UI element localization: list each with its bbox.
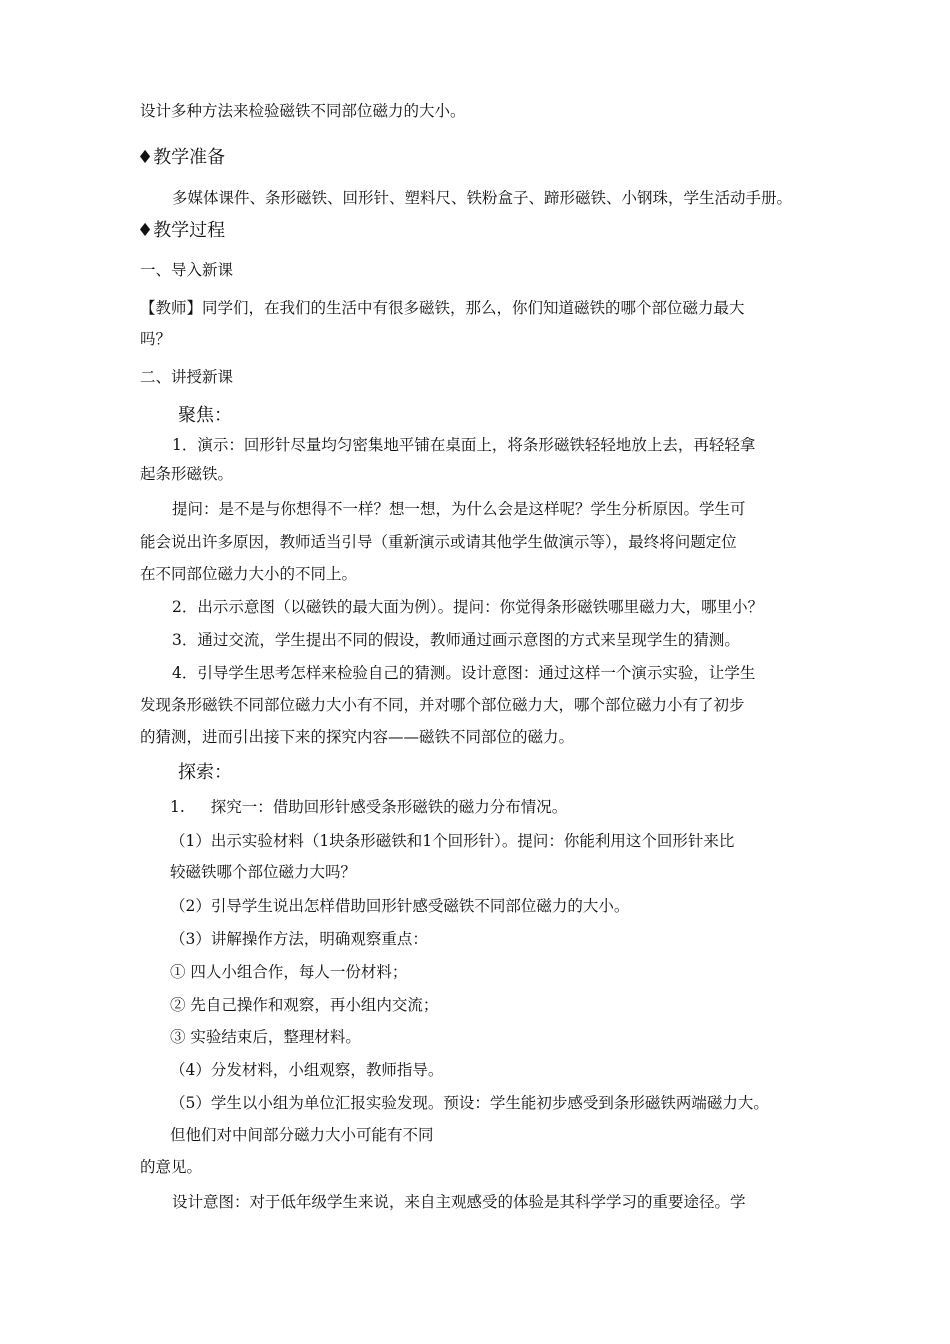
step-5a: （5）学生以小组为单位汇报实验发现。预设：学生能初步感受到条形磁铁两端磁力大。 xyxy=(170,1094,769,1112)
step-5b: 但他们对中间部分磁力大小可能有不同 xyxy=(170,1126,434,1144)
explore-label: 探索： xyxy=(178,762,232,783)
focus-4a: 4．引导学生思考怎样来检验自己的猜测。设计意图：通过这样一个演示实验，让学生 xyxy=(172,664,756,682)
step-1a: （1）出示实验材料（1块条形磁铁和1个回形针）。提问：你能利用这个回形针来比 xyxy=(170,832,735,850)
focus-1a: 1．演示：回形针尽量均匀密集地平铺在桌面上，将条形磁铁轻轻地放上去，再轻轻拿 xyxy=(172,436,756,454)
explore-1-number: 1. xyxy=(170,798,185,816)
focus-3: 3．通过交流，学生提出不同的假设，教师通过画示意图的方式来呈现学生的猜测。 xyxy=(172,631,740,649)
question-b: 能会说出许多原因，教师适当引导（重新演示或请其他学生做演示等），最终将问题定位 xyxy=(140,533,737,551)
step-3: （3）讲解操作方法，明确观察重点： xyxy=(170,930,428,948)
focus-4c: 的猜测，进而引出接下来的探究内容——磁铁不同部位的磁力。 xyxy=(140,728,575,746)
section1-title: 一、导入新课 xyxy=(140,261,234,279)
step-2: （2）引导学生说出怎样借助回形针感受磁铁不同部位磁力的大小。 xyxy=(170,897,630,915)
design-intent: 设计意图：对于低年级学生来说，来自主观感受的体验是其科学学习的重要途径。学 xyxy=(172,1193,746,1211)
focus-2: 2．出示示意图（以磁铁的最大面为例）。提问：你觉得条形磁铁哪里磁力大，哪里小？ xyxy=(172,598,764,616)
focus-label: 聚焦： xyxy=(178,405,232,426)
sub-1: ① 四人小组合作，每人一份材料； xyxy=(170,963,408,981)
step-4: （4）分发材料，小组观察，教师指导。 xyxy=(170,1061,444,1079)
prep-heading: ♦教学准备 xyxy=(137,147,226,168)
explore-1 xyxy=(170,797,567,817)
focus-4b: 发现条形磁铁不同部位磁力大小有不同，并对哪个部位磁力大，哪个部位磁力小有了初步 xyxy=(140,696,745,714)
section2-title: 二、讲授新课 xyxy=(140,368,234,386)
prep-materials: 多媒体课件、条形磁铁、回形针、塑料尺、铁粉盒子、蹄形磁铁、小钢珠，学生活动手册。 xyxy=(172,189,793,207)
teacher-line-2: 吗？ xyxy=(140,330,172,348)
question-a: 提问：是不是与你想得不一样？想一想，为什么会是这样呢？学生分析原因。学生可 xyxy=(172,500,746,518)
step-1b: 较磁铁哪个部位磁力大吗？ xyxy=(170,863,357,881)
step-5c: 的意见。 xyxy=(140,1158,203,1176)
question-c: 在不同部位磁力大小的不同上。 xyxy=(140,565,358,583)
explore-1-text: 探究一：借助回形针感受条形磁铁的磁力分布情况。 xyxy=(210,798,568,816)
intro-line: 设计多种方法来检验磁铁不同部位磁力的大小。 xyxy=(140,102,466,120)
sub-2: ② 先自己操作和观察，再小组内交流； xyxy=(170,996,439,1014)
process-heading: ♦教学过程 xyxy=(137,220,226,241)
sub-3: ③ 实验结束后，整理材料。 xyxy=(170,1028,361,1046)
teacher-line-1: 【教师】同学们，在我们的生活中有很多磁铁，那么，你们知道磁铁的哪个部位磁力最大 xyxy=(140,299,745,317)
focus-1b: 起条形磁铁。 xyxy=(140,465,234,483)
